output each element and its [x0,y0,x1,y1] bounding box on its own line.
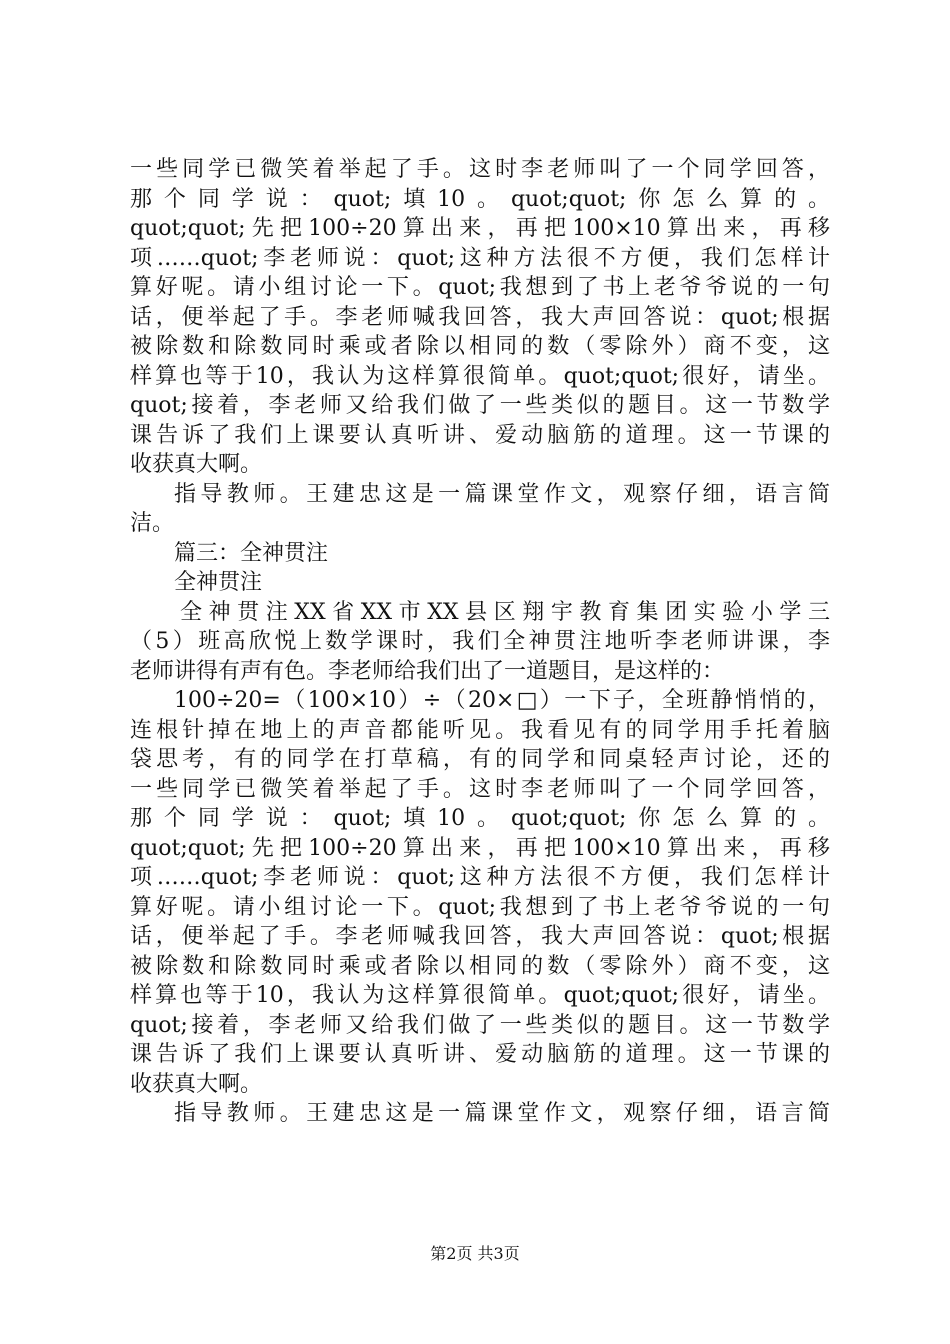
text-line: 全神贯注XX省XX市XX县区翔宇教育集团实验小学三 [180,599,830,625]
text-line: 指导教师。王建忠这是一篇课堂作文，观察仔细，语言简 [174,1101,830,1126]
text-line: 样算也等于10，我认为这样算很简单。quot;quot;很好，请坐。 [130,983,830,1008]
text-line: quot;接着，李老师又给我们做了一些类似的题目。这一节数学 [130,393,830,418]
text-line: （5）班高欣悦上数学课时，我们全神贯注地听李老师讲课，李 [130,629,830,654]
text-line: 全神贯注 [174,570,263,595]
text-line: 算好呢。请小组讨论一下。quot;我想到了书上老爷爷说的一句 [130,894,830,920]
text-line: 篇三：全神贯注 [174,540,329,566]
text-line: 项……quot;李老师说：quot;这种方法很不方便，我们怎样计 [130,865,830,890]
text-line: 一些同学已微笑着举起了手。这时李老师叫了一个同学回答， [130,776,830,802]
text-line: 被除数和除数同时乘或者除以相同的数（零除外）商不变，这 [130,953,830,979]
text-line: 老师讲得有声有色。李老师给我们出了一道题目，是这样的： [130,658,725,684]
text-line: 课告诉了我们上课要认真听讲、爱动脑筋的道理。这一节课的 [130,1042,830,1067]
text-line: quot;接着，李老师又给我们做了一些类似的题目。这一节数学 [130,1012,830,1038]
document-body [130,155,830,1129]
text-line: 被除数和除数同时乘或者除以相同的数（零除外）商不变，这 [130,334,830,359]
text-line: 100÷20=（100×10）÷（20×□）一下子，全班静悄悄的， [174,688,830,713]
text-line: 洁。 [130,511,175,536]
text-line: 一些同学已微笑着举起了手。这时李老师叫了一个同学回答， [130,157,830,182]
text-line: 收获真大啊。 [130,452,263,477]
text-line: 算好呢。请小组讨论一下。quot;我想到了书上老爷爷说的一句 [130,275,830,300]
text-line: quot;quot;先把100÷20算出来，再把100×10算出来，再移 [130,216,830,241]
text-line: 话，便举起了手。李老师喊我回答，我大声回答说：quot;根据 [130,304,830,330]
text-line: 课告诉了我们上课要认真听讲、爱动脑筋的道理。这一节课的 [130,422,830,448]
text-line: 样算也等于10，我认为这样算很简单。quot;quot;很好，请坐。 [130,363,830,389]
text-line: 收获真大啊。 [130,1071,263,1097]
text-line: 项……quot;李老师说：quot;这种方法很不方便，我们怎样计 [130,245,830,271]
text-line: 袋思考，有的同学在打草稿，有的同学和同桌轻声讨论，还的 [130,747,830,772]
text-line: 那个同学说：quot;填10。quot;quot;你怎么算的。 [130,806,830,831]
text-line: 话，便举起了手。李老师喊我回答，我大声回答说：quot;根据 [130,924,830,949]
text-line: 连根针掉在地上的声音都能听见。我看见有的同学用手托着脑 [130,717,830,743]
page-footer: 第2页 共3页 [430,1244,520,1263]
text-line: 那个同学说：quot;填10。quot;quot;你怎么算的。 [130,186,830,212]
text-line: 指导教师。王建忠这是一篇课堂作文，观察仔细，语言简 [174,481,830,507]
text-line: quot;quot;先把100÷20算出来，再把100×10算出来，再移 [130,835,830,861]
